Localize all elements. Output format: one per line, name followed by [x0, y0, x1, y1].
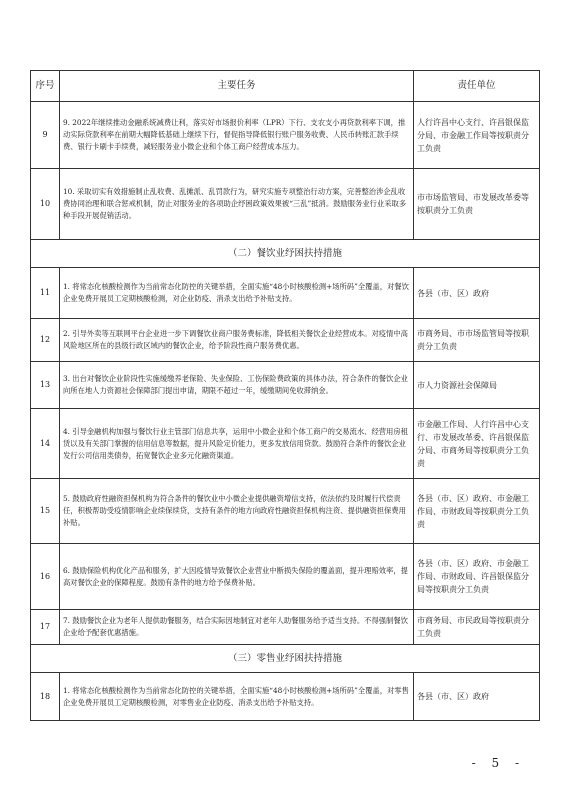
- row-task: 1. 将常态化核酸检测作为当前常态化防控的关键举措，全面实施“48小时核酸检测+场所码”全覆盖，对餐饮企业免费开展员工定期核酸检测，对企业防疫、消杀支出给予补贴支持。: [60, 268, 414, 319]
- row-unit: 市人力资源社会保障局: [414, 362, 540, 409]
- row-task: 6. 鼓励保险机构优化产品和服务，扩大因疫情导致餐饮企业营业中断损失保险的覆盖面，提升理赔效率，提高对餐饮企业的保障程度。鼓励有条件的地方给予保费补贴。: [60, 544, 414, 610]
- row-task: 3. 出台对餐饮企业阶段性实施缓缴养老保险、失业保险、工伤保险费政策的具体办法，符合条件的餐饮企业向所在地人力资源社会保障部门提出申请，期限不超过一年，缓缴期间免收滞纳金。: [60, 362, 414, 409]
- row-unit: 市商务局、市市场监管局等按职责分工负责: [414, 319, 540, 362]
- row-unit: 各县（市、区）政府: [414, 673, 540, 721]
- table-row: [31, 362, 540, 409]
- row-unit: 各县（市、区）政府、市金融工作局、市财政局、许昌银保监分局等按职责分工负责: [414, 544, 540, 610]
- section-heading: （二）餐饮业纾困扶持措施: [31, 240, 540, 268]
- table-header-row: [31, 71, 540, 102]
- page-number: - 5 -: [471, 756, 525, 770]
- row-number: 16: [31, 544, 60, 610]
- row-number: 10: [31, 169, 60, 240]
- row-number: 13: [31, 362, 60, 409]
- row-unit: 人行许昌中心支行、许昌银保监分局、市金融工作局等按职责分工负责: [414, 102, 540, 169]
- header-num: 序号: [31, 71, 60, 102]
- table-row: [31, 268, 540, 319]
- row-number: 14: [31, 409, 60, 479]
- row-task: 10. 采取切实有效措施制止乱收费、乱摊派、乱罚款行为，研究实施专项整治行动方案，完善整治涉企乱收费协同治理和联合惩戒机制，防止对服务业的各项助企纾困政策效果被“三乱”抵消。鼓励服务业行业采取多种手段开展促销活动。: [60, 169, 414, 240]
- table-row: [31, 479, 540, 544]
- row-task: 5. 鼓励政府性融资担保机构为符合条件的餐饮业中小微企业提供融资增信支持，依法依约及时履行代偿责任，积极帮助受疫情影响企业续保续贷，支持有条件的地方向政府性融资担保机构注资、提供融资担保费用补贴。: [60, 479, 414, 544]
- header-task: 主要任务: [60, 71, 414, 102]
- table-row: [31, 409, 540, 479]
- table-row: [31, 169, 540, 240]
- row-task: 9. 2022年继续推动金融系统减费让利，落实好市场报价利率（LPR）下行、支农支小再贷款利率下调，推动实际贷款利率在前期大幅降低基础上继续下行，督促指导降低银行账户服务收费、人民币转账汇款手续费、银行卡刷卡手续费，减轻服务业小微企业和个体工商户经营成本压力。: [60, 102, 414, 169]
- header-unit: 责任单位: [414, 71, 540, 102]
- row-number: 15: [31, 479, 60, 544]
- row-unit: 市商务局、市民政局等按职责分工负责: [414, 610, 540, 645]
- table-row: [31, 610, 540, 645]
- row-unit: 市市场监管局、市发展改革委等按职责分工负责: [414, 169, 540, 240]
- section-heading-row: [31, 240, 540, 268]
- row-unit: 市金融工作局、人行许昌中心支行、市发展改革委、许昌银保监分局、市商务局等按职责分工负责: [414, 409, 540, 479]
- row-number: 12: [31, 319, 60, 362]
- row-task: 4. 引导金融机构加强与餐饮行业主管部门信息共享，运用中小微企业和个体工商户的交易流水、经营用房租赁以及有关部门掌握的信用信息等数据，提升风险定价能力，更多发放信用贷款。鼓励符合条件的餐饮企业发行公司信用类债券，拓宽餐饮企业多元化融资渠道。: [60, 409, 414, 479]
- section-heading-row: [31, 645, 540, 673]
- task-table: [30, 70, 540, 721]
- table-row: [31, 544, 540, 610]
- row-task: 2. 引导外卖等互联网平台企业进一步下调餐饮业商户服务费标准，降低相关餐饮企业经营成本。对疫情中高风险地区所在的县级行政区域内的餐饮企业，给予阶段性商户服务费优惠。: [60, 319, 414, 362]
- row-task: 1. 将常态化核酸检测作为当前常态化防控的关键举措，全面实施“48小时核酸检测+场所码”全覆盖，对零售企业免费开展员工定期核酸检测，对零售业企业防疫、消杀支出给予补贴支持。: [60, 673, 414, 721]
- row-number: 18: [31, 673, 60, 721]
- row-number: 17: [31, 610, 60, 645]
- row-unit: 各县（市、区）政府、市金融工作局、市财政局等按职责分工负责: [414, 479, 540, 544]
- row-unit: 各县（市、区）政府: [414, 268, 540, 319]
- table-row: [31, 319, 540, 362]
- row-number: 11: [31, 268, 60, 319]
- table-row: [31, 673, 540, 721]
- table-row: [31, 102, 540, 169]
- row-number: 9: [31, 102, 60, 169]
- section-heading: （三）零售业纾困扶持措施: [31, 645, 540, 673]
- row-task: 7. 鼓励餐饮企业为老年人提供助餐服务，结合实际因地制宜对老年人助餐服务给予适当支持。不得强制餐饮企业给予配套优惠措施。: [60, 610, 414, 645]
